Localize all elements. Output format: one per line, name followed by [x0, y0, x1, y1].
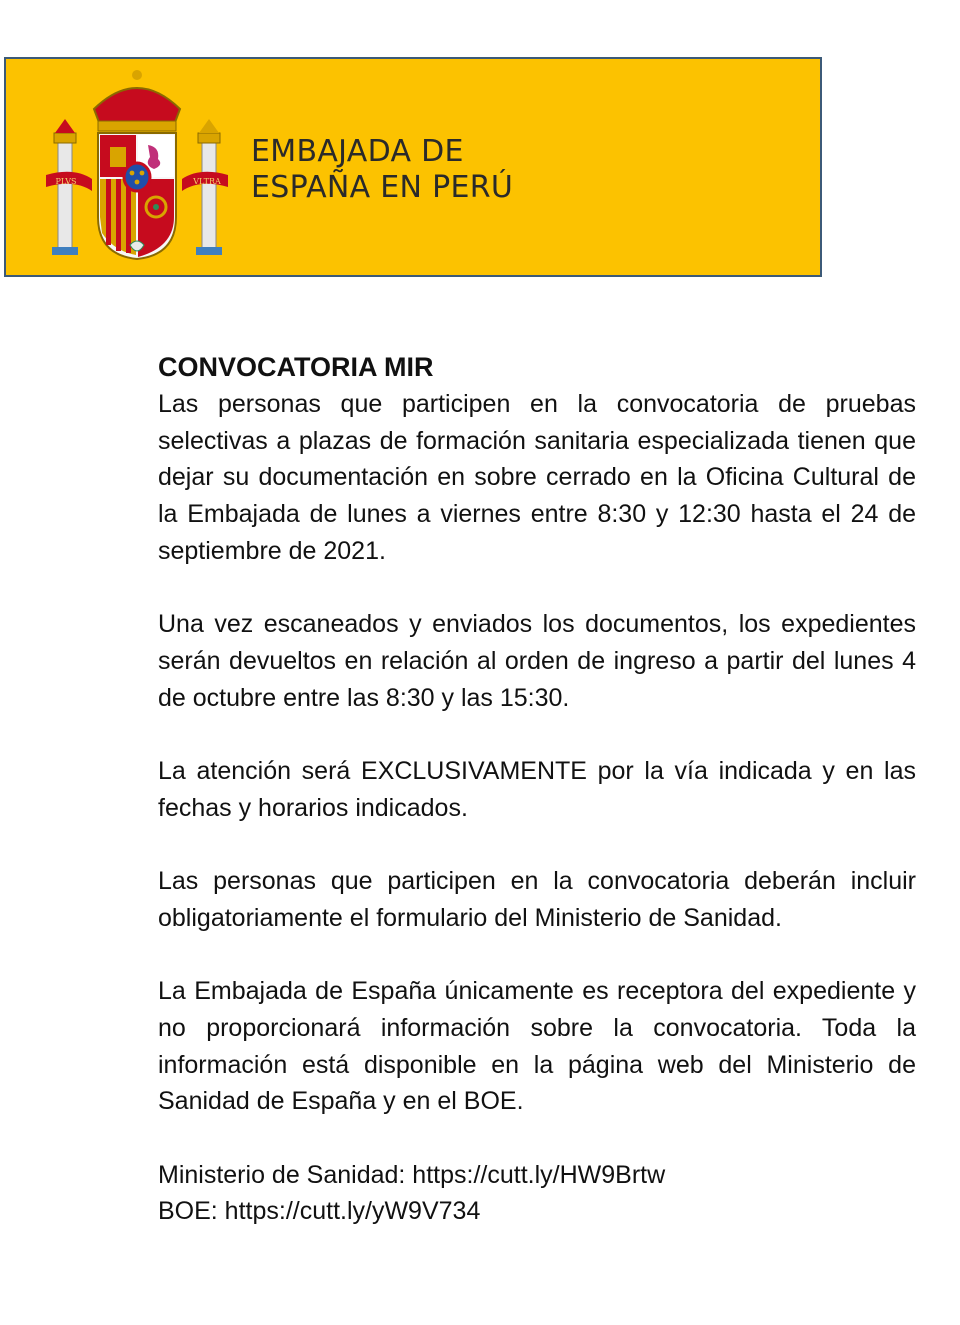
embassy-name-line1: EMBAJADA DE — [251, 134, 464, 169]
notice-title: CONVOCATORIA MIR — [158, 352, 434, 382]
embassy-name — [251, 134, 513, 206]
reference-links — [158, 1157, 916, 1230]
notice-paragraph: Las personas que participen en la convocatoria deberán incluir obligatoriamente el formulario del Ministerio de Sanidad. — [158, 867, 916, 932]
ministry-link[interactable]: Ministerio de Sanidad: https://cutt.ly/HW9Brtw — [158, 1160, 666, 1189]
embassy-banner — [4, 57, 822, 277]
boe-link[interactable]: BOE: https://cutt.ly/yW9V734 — [158, 1197, 481, 1226]
notice-paragraph: Una vez escaneados y enviados los documentos, los expedientes serán devueltos en relación al orden de ingreso a partir del lunes 4 de octubre entre las 8:30 y las 15:30. — [158, 610, 916, 712]
coat-of-arms-icon — [44, 67, 230, 263]
ribbon-ultra: VLTRA — [193, 177, 221, 186]
embassy-name-line2: ESPAÑA EN PERÚ — [251, 170, 514, 205]
notice-paragraph: La atención será EXCLUSIVAMENTE por la vía indicada y en las fechas y horarios indicados. — [158, 757, 916, 822]
notice-paragraph: La Embajada de España únicamente es receptora del expediente y no proporcionará información sobre la convocatoria. Toda la información está disponible en la página web del Ministerio de Sanidad de España y en el BOE. — [158, 977, 916, 1116]
ribbon-plus: PLVS — [55, 177, 77, 186]
notice-paragraph: Las personas que participen en la convocatoria de pruebas selectivas a plazas de formación sanitaria especializada tienen que dejar su documentación en sobre cerrado en la Oficina Cultural de la Embajada de lunes a viernes entre 8:30 y 12:30 hasta el 24 de septiembre de 2021. — [158, 390, 916, 565]
notice-body — [158, 348, 916, 1230]
